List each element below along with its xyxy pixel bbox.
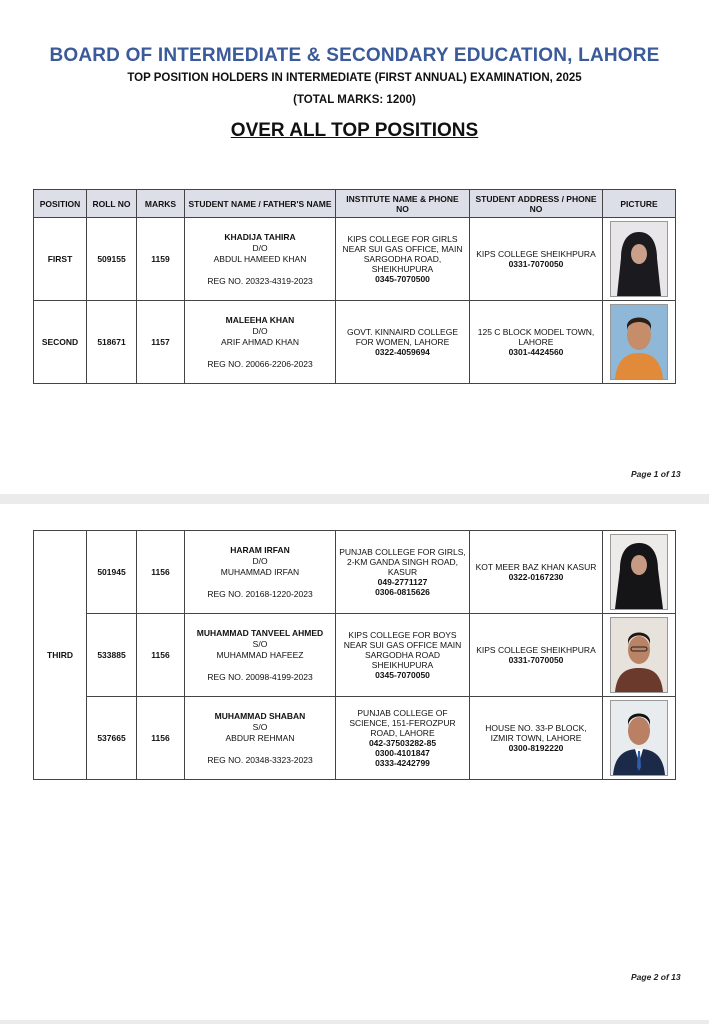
reg-no: REG NO. 20323-4319-2023	[207, 276, 313, 286]
address-phone: 0322-0167230	[508, 572, 564, 582]
section-title: OVER ALL TOP POSITIONS	[230, 120, 479, 141]
student-photo	[610, 534, 668, 610]
col-roll: ROLL NO	[87, 190, 137, 218]
student-address: 125 C BLOCK MODEL TOWN, LAHORE	[477, 327, 595, 347]
address-cell	[470, 301, 603, 384]
picture-cell	[603, 301, 676, 384]
marks-cell: 1156	[137, 614, 185, 697]
picture-cell	[603, 614, 676, 697]
student-name: MUHAMMAD SHABAN	[214, 711, 306, 721]
student-cell	[185, 218, 336, 301]
reg-no: REG NO. 20168-1220-2023	[207, 589, 313, 599]
institute-phone: 0345-7070050	[375, 670, 430, 680]
institute-name: GOVT. KINNAIRD COLLEGE FOR WOMEN, LAHORE	[347, 327, 458, 347]
picture-cell	[603, 531, 676, 614]
positions-table-page-2	[33, 530, 676, 780]
relation: D/O	[252, 326, 268, 336]
marks-cell: 1156	[137, 531, 185, 614]
student-address: HOUSE NO. 33-P BLOCK, IZMIR TOWN, LAHORE	[485, 723, 587, 743]
institute-name: PUNJAB COLLEGE FOR GIRLS, 2-KM GANDA SINGH ROAD, KASUR	[339, 547, 466, 577]
address-cell	[470, 697, 603, 780]
father-name: ABDUR REHMAN	[225, 733, 295, 743]
address-phone: 0331-7070050	[508, 259, 564, 269]
table-row	[34, 301, 676, 384]
marks-cell: 1159	[137, 218, 185, 301]
institute-cell	[336, 218, 470, 301]
address-phone: 0301-4424560	[508, 347, 564, 357]
roll-cell: 537665	[87, 697, 137, 780]
student-photo	[610, 221, 668, 297]
student-name: MALEEHA KHAN	[225, 315, 295, 325]
marks-cell: 1156	[137, 697, 185, 780]
picture-cell	[603, 697, 676, 780]
page-number: Page 1 of 13	[631, 469, 681, 479]
table-row	[34, 531, 676, 614]
relation: D/O	[252, 243, 268, 253]
exam-title: TOP POSITION HOLDERS IN INTERMEDIATE (FIRST ANNUAL) EXAMINATION, 2025	[127, 72, 582, 84]
reg-no: REG NO. 20348-3323-2023	[207, 755, 313, 765]
table-row	[34, 614, 676, 697]
institute-phone: 049-2771127	[377, 577, 428, 587]
address-cell	[470, 218, 603, 301]
student-name: KHADIJA TAHIRA	[224, 232, 296, 242]
institute-cell	[336, 697, 470, 780]
father-name: MUHAMMAD HAFEEZ	[216, 650, 304, 660]
positions-table-page-1	[33, 189, 676, 384]
table-header-row	[34, 190, 676, 218]
address-cell	[470, 614, 603, 697]
relation: D/O	[252, 556, 268, 566]
address-cell	[470, 531, 603, 614]
col-institute: INSTITUTE NAME & PHONE NO	[336, 190, 470, 218]
col-picture: PICTURE	[603, 190, 676, 218]
institute-phone: 0345-7070500	[375, 274, 430, 284]
total-marks: (TOTAL MARKS: 1200)	[293, 94, 416, 106]
address-phone: 0300-8192220	[508, 743, 564, 753]
father-name: ARIF AHMAD KHAN	[221, 337, 299, 347]
institute-cell	[336, 614, 470, 697]
institute-phone-2: 0300-4101847	[375, 748, 430, 758]
roll-cell: 518671	[87, 301, 137, 384]
student-address: KOT MEER BAZ KHAN KASUR	[475, 562, 597, 572]
address-phone: 0331-7070050	[508, 655, 564, 665]
institute-name: PUNJAB COLLEGE OF SCIENCE, 151-FEROZPUR ROAD, LAHORE	[349, 708, 456, 738]
student-name: MUHAMMAD TANVEEL AHMED	[196, 628, 324, 638]
student-photo	[610, 700, 668, 776]
roll-cell: 501945	[87, 531, 137, 614]
institute-cell	[336, 301, 470, 384]
board-title: BOARD OF INTERMEDIATE & SECONDARY EDUCATION, LAHORE	[49, 45, 660, 66]
roll-cell: 509155	[87, 218, 137, 301]
table-row	[34, 697, 676, 780]
student-cell	[185, 614, 336, 697]
col-student: STUDENT NAME / FATHER'S NAME	[185, 190, 336, 218]
picture-cell	[603, 218, 676, 301]
reg-no: REG NO. 20066-2206-2023	[207, 359, 313, 369]
page-number: Page 2 of 13	[631, 972, 681, 982]
institute-name: KIPS COLLEGE FOR BOYS NEAR SUI GAS OFFICE MAIN SARGODHA ROAD SHEIKHUPURA	[343, 630, 462, 670]
student-cell	[185, 697, 336, 780]
student-address: KIPS COLLEGE SHEIKHPURA	[476, 645, 596, 655]
institute-cell	[336, 531, 470, 614]
relation: S/O	[252, 639, 268, 649]
institute-name: KIPS COLLEGE FOR GIRLS NEAR SUI GAS OFFICE, MAIN SARGODHA ROAD, SHEIKHUPURA	[342, 234, 463, 274]
position-cell: FIRST	[34, 218, 87, 301]
student-photo	[610, 617, 668, 693]
marks-cell: 1157	[137, 301, 185, 384]
relation: S/O	[252, 722, 268, 732]
institute-phone: 0322-4059694	[375, 347, 430, 357]
page-1	[0, 0, 709, 494]
institute-phone: 042-37503282-85	[368, 738, 437, 748]
student-address: KIPS COLLEGE SHEIKHPURA	[476, 249, 596, 259]
reg-no: REG NO. 20098-4199-2023	[207, 672, 313, 682]
father-name: MUHAMMAD IRFAN	[220, 567, 300, 577]
institute-phone-2: 0306-0815626	[375, 587, 430, 597]
col-marks: MARKS	[137, 190, 185, 218]
student-cell	[185, 301, 336, 384]
student-name: HARAM IRFAN	[230, 545, 290, 555]
student-photo	[610, 304, 668, 380]
col-address: STUDENT ADDRESS / PHONE NO	[470, 190, 603, 218]
institute-phone-3: 0333-4242799	[375, 758, 430, 768]
position-cell: SECOND	[34, 301, 87, 384]
table-row	[34, 218, 676, 301]
col-position: POSITION	[34, 190, 87, 218]
roll-cell: 533885	[87, 614, 137, 697]
student-cell	[185, 531, 336, 614]
father-name: ABDUL HAMEED KHAN	[213, 254, 307, 264]
position-cell: THIRD	[34, 531, 87, 780]
